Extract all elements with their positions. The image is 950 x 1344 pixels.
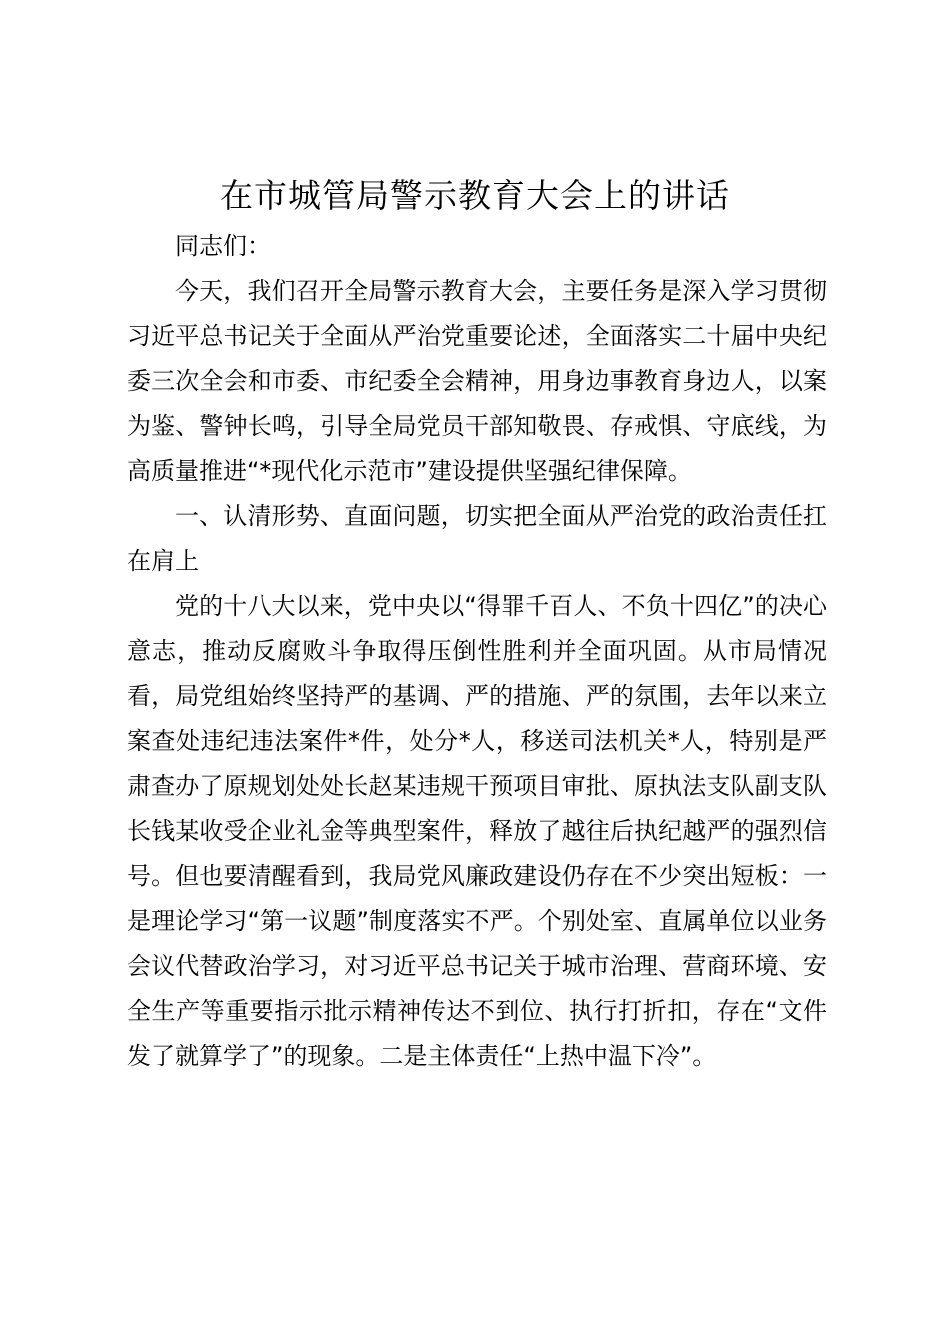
paragraph-2: 党的十八大以来，党中央以“得罪千百人、不负十四亿”的决心意志，推动反腐败斗争取得压倒性胜利并全面巩固。从市局情况看，局党组始终坚持严的基调、严的措施、严的氛围，去年以来立案查处违纪违法案件*件，处分*人，移送司法机关*人，特别是严肃查办了原规划处处长赵某违规干预项目审批、原执法支队副支队长钱某收受企业礼金等典型案件，释放了越往后执纪越严的强烈信号。但也要清醒看到，我局党风廉政建设仍存在不少突出短板：一是理论学习“第一议题”制度落实不严。个别处室、直属单位以业务会议代替政治学习，对习近平总书记关于城市治理、营商环境、安全生产等重要指示批示精神传达不到位、执行打折扣，存在“文件发了就算学了”的现象。二是主体责任“上热中温下冷”。 [127, 592, 827, 1070]
document-body [127, 224, 827, 1079]
salutation: 同志们： [175, 232, 271, 260]
paragraph-1: 今天，我们召开全局警示教育大会，主要任务是深入学习贯彻习近平总书记关于全面从严治党重要论述，全面落实二十届中央纪委三次全会和市委、市纪委全会精神，用身边事教育身边人，以案为鉴、警钟长鸣，引导全局党员干部知敬畏、存戒惧、守底线，为高质量推进“*现代化示范市”建设提供坚强纪律保障。 [127, 277, 827, 485]
document-title: 在市城管局警示教育大会上的讲话 [220, 176, 730, 215]
section-1-heading: 一、认清形势、直面问题，切实把全面从严治党的政治责任扛在肩上 [127, 502, 827, 575]
